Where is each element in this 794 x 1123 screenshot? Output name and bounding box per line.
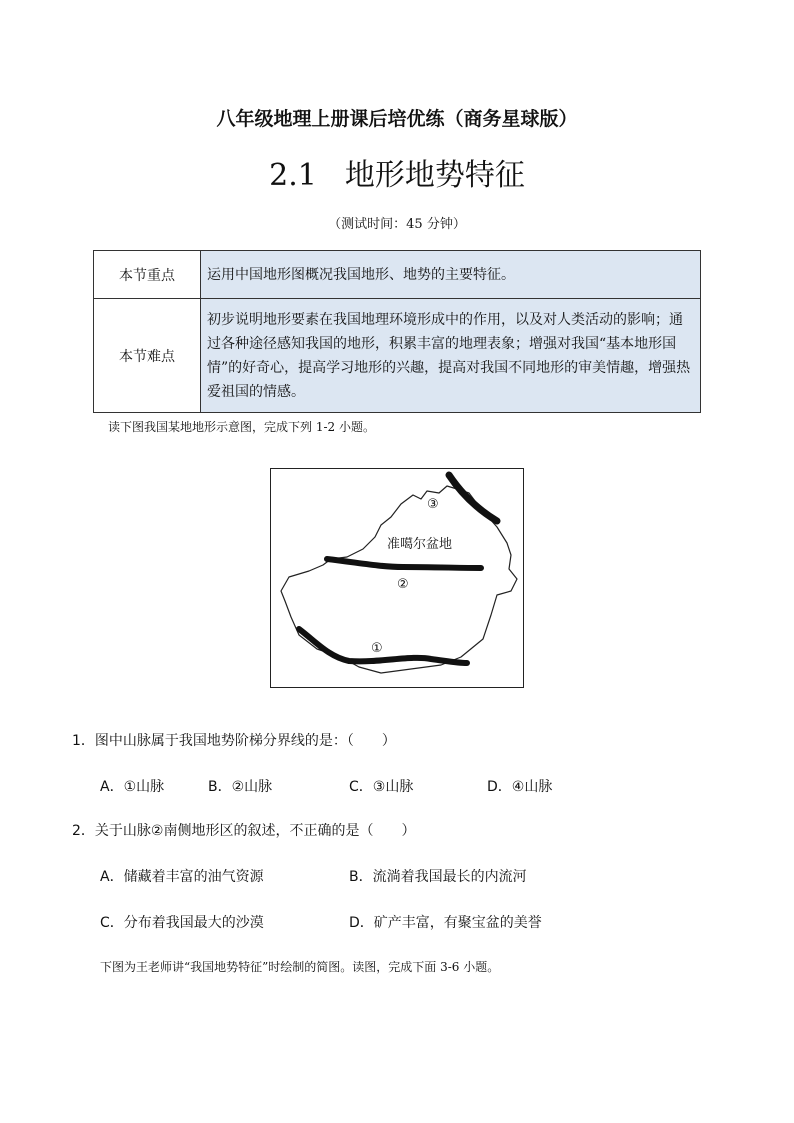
- section-number: 2.1: [269, 158, 317, 193]
- difficult-points-text: 初步说明地形要素在我国地理环境形成中的作用，以及对人类活动的影响；通过各种途径感知我国的地形，积累丰富的地理表象；增强对我国“基本地形国情”的好奇心，提高学习地形的兴趣，提高对我国不同地形的审美情趣，增强热爱祖国的情感。: [201, 299, 701, 413]
- question-2-option-a: A．储藏着丰富的油气资源: [100, 869, 264, 885]
- basin-label: 准噶尔盆地: [387, 537, 453, 552]
- question-1-option-b: B．②山脉: [208, 779, 273, 795]
- document-title: 八年级地理上册课后培优练（商务星球版）: [216, 108, 578, 130]
- question-2-option-d: D．矿产丰富，有聚宝盆的美誉: [349, 915, 542, 931]
- intro-note-1: 读下图我国某地地形示意图，完成下列 1-2 小题。: [108, 420, 375, 434]
- mountain-marker-2: ②: [397, 577, 409, 592]
- question-2-stem: 2．关于山脉②南侧地形区的叙述，不正确的是（ ）: [72, 823, 416, 839]
- intro-note-2: 下图为王老师讲“我国地势特征”时绘制的简图。读图，完成下面 3-6 小题。: [100, 960, 500, 974]
- question-2-option-c: C．分布着我国最大的沙漠: [100, 915, 264, 931]
- question-1-stem: 1．图中山脉属于我国地势阶梯分界线的是：（ ）: [72, 733, 396, 749]
- question-2-option-b: B．流淌着我国最长的内流河: [349, 869, 527, 885]
- question-1-option-a: A．①山脉: [100, 779, 165, 795]
- objectives-table: [93, 250, 701, 413]
- key-points-label: 本节重点: [94, 251, 201, 299]
- section-title: [0, 150, 794, 194]
- question-1-option-d: D．④山脉: [487, 779, 553, 795]
- terrain-map: [270, 468, 524, 688]
- key-points-row: [94, 251, 701, 299]
- key-points-text: 运用中国地形图概况我国地形、地势的主要特征。: [201, 251, 701, 299]
- section-name: 地形地势特征: [344, 158, 525, 193]
- mountain-range-1: [299, 629, 467, 663]
- mountain-marker-1: ①: [371, 641, 383, 656]
- question-1-option-c: C．③山脉: [349, 779, 414, 795]
- difficult-points-label: 本节难点: [94, 299, 201, 413]
- mountain-marker-3: ③: [427, 497, 439, 512]
- difficult-points-row: [94, 299, 701, 413]
- mountain-range-2: [327, 559, 481, 568]
- test-time: （测试时间：45 分钟）: [328, 217, 466, 232]
